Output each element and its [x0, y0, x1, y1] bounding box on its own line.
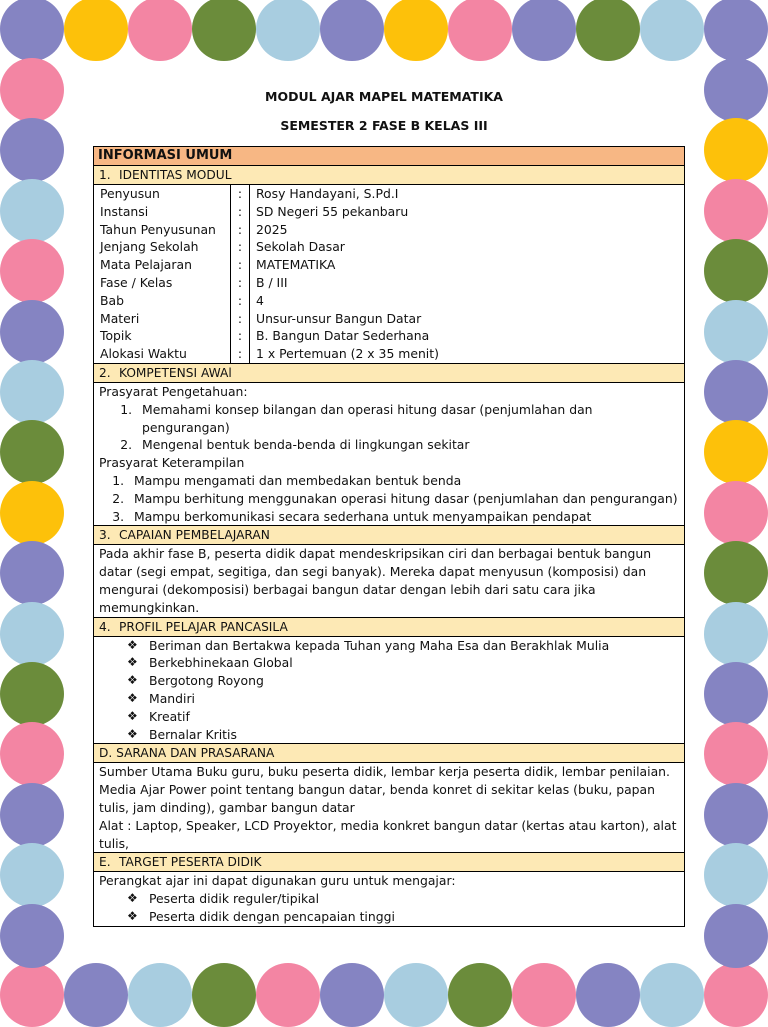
target-item-text: Peserta didik reguler/tipikal: [149, 891, 320, 907]
identitas-colon: :: [231, 221, 250, 239]
identitas-row: [99, 221, 684, 239]
sarana-line: Sumber Utama Buku guru, buku peserta didik, lembar kerja peserta didik, lembar penilaian.: [99, 764, 670, 780]
decorative-dot: [64, 963, 128, 1027]
keterampilan-item: 3. Mampu berkomunikasi secara sederhana untuk menyampaikan pendapat: [128, 508, 679, 526]
decorative-dot: [256, 963, 320, 1027]
section-number: 4.: [99, 619, 111, 634]
decorative-dot: [192, 0, 256, 61]
identitas-colon: :: [231, 292, 250, 310]
decorative-dot: [0, 541, 64, 605]
kompetensi-body: [94, 383, 684, 526]
identitas-label: Bab: [100, 292, 124, 308]
identitas-value: B / III: [256, 274, 288, 290]
decorative-dot: [0, 963, 64, 1027]
profil-item-text: Bergotong Royong: [149, 673, 264, 689]
identitas-label: Tahun Penyusunan: [100, 221, 216, 237]
keterampilan-list: [99, 472, 679, 525]
profil-item: [127, 637, 679, 655]
identitas-value: 2025: [256, 221, 288, 237]
prasyarat-keterampilan-label: Prasyarat Keterampilan: [99, 455, 245, 471]
identitas-colon: :: [231, 274, 250, 292]
profil-item: [127, 672, 679, 690]
identitas-value: MATEMATIKA: [256, 257, 336, 273]
profil-item-text: Mandiri: [149, 690, 195, 706]
identitas-label: Alokasi Waktu: [100, 346, 187, 362]
decorative-dot: [320, 963, 384, 1027]
sarana-body: [94, 763, 684, 853]
target-list: [99, 890, 679, 926]
section-number: E.: [99, 855, 111, 870]
decorative-dot: [0, 300, 64, 364]
profil-item: [127, 726, 679, 744]
decorative-dot: [0, 0, 64, 61]
decorative-dot: [704, 602, 768, 666]
diamond-bullet-icon: ❖: [127, 891, 138, 906]
target-intro: Perangkat ajar ini dapat digunakan guru untuk mengajar:: [99, 873, 456, 889]
diamond-bullet-icon: ❖: [127, 655, 138, 670]
decorative-dot: [0, 481, 64, 545]
decorative-dot: [0, 843, 64, 907]
profil-item: [127, 708, 679, 726]
decorative-dot: [704, 783, 768, 847]
profil-list: [99, 637, 679, 744]
decorative-dot: [704, 481, 768, 545]
section-header-informasi-umum: INFORMASI UMUM: [94, 147, 684, 166]
identitas-colon: :: [231, 203, 250, 221]
decorative-dot: [704, 904, 768, 968]
diamond-bullet-icon: ❖: [127, 673, 138, 688]
decorative-dot: [704, 722, 768, 786]
section-title: IDENTITAS MODUL: [119, 168, 232, 182]
identitas-row: [99, 292, 684, 310]
pengetahuan-item: 1. Memahami konsep bilangan dan operasi hitung dasar (penjumlahan dan pengurangan): [136, 401, 679, 437]
profil-item-text: Kreatif: [149, 708, 190, 724]
identitas-colon: :: [231, 345, 250, 363]
section-number: 1.: [99, 168, 111, 182]
decorative-dot: [704, 541, 768, 605]
target-item: [127, 908, 679, 926]
decorative-dot: [640, 963, 704, 1027]
sarana-line: Alat : Laptop, Speaker, LCD Proyektor, media konkret bangun datar (kertas atau karton), alat tulis,: [99, 817, 677, 851]
decorative-dot: [704, 300, 768, 364]
identitas-label: Mata Pelajaran: [100, 257, 192, 273]
decorative-dot: [320, 0, 384, 61]
profil-item-text: Berkebhinekaan Global: [149, 655, 293, 671]
section-identitas-modul: [94, 166, 684, 185]
decorative-dot: [0, 420, 64, 484]
section-title: D. SARANA DAN PRASARANA: [99, 746, 275, 761]
sarana-line: Media Ajar Power point tentang bangun datar, benda konret di sekitar kelas (buku, papan tulis, jam dinding), gambar bangun datar: [99, 782, 655, 815]
section-profil-pelajar-pancasila: [94, 618, 684, 637]
target-item: [127, 890, 679, 908]
section-sarana-prasarana: [94, 744, 684, 763]
identitas-table: [99, 185, 684, 363]
decorative-dot: [0, 360, 64, 424]
profil-item: [127, 654, 679, 672]
identitas-value: SD Negeri 55 pekanbaru: [256, 203, 409, 219]
decorative-dot: [256, 0, 320, 61]
identitas-row: [99, 310, 684, 328]
section-number: 3.: [99, 528, 111, 543]
document-title: MODUL AJAR MAPEL MATEMATIKA: [265, 89, 503, 104]
identitas-value: 1 x Pertemuan (2 x 35 menit): [256, 346, 439, 362]
keterampilan-item: 2. Mampu berhitung menggunakan operasi hitung dasar (penjumlahan dan pengurangan): [128, 490, 679, 508]
diamond-bullet-icon: ❖: [127, 726, 138, 741]
pengetahuan-item: 2. Mengenal bentuk benda-benda di lingkungan sekitar: [136, 436, 679, 454]
decorative-dot: [704, 179, 768, 243]
identitas-row: [99, 238, 684, 256]
identitas-value: Unsur-unsur Bangun Datar: [256, 310, 422, 326]
decorative-dot: [384, 0, 448, 61]
identitas-value: Rosy Handayani, S.Pd.I: [256, 186, 399, 201]
profil-item: [127, 690, 679, 708]
section-title: PROFIL PELAJAR PANCASILA: [119, 619, 288, 634]
section-target-peserta-didik: [94, 853, 684, 872]
decorative-dot: [0, 904, 64, 968]
decorative-dot: [0, 239, 64, 303]
section-title: CAPAIAN PEMBELAJARAN: [119, 528, 270, 543]
diamond-bullet-icon: ❖: [127, 908, 138, 923]
decorative-dot: [640, 0, 704, 61]
target-item-text: Peserta didik dengan pencapaian tinggi: [149, 908, 395, 924]
decorative-dot: [704, 963, 768, 1027]
profil-body: [94, 637, 684, 745]
capaian-text: Pada akhir fase B, peserta didik dapat mendeskripsikan ciri dan berbagai bentuk bangun datar (segi empat, segitiga, dan segi banyak). Mereka dapat menyusun (komposisi) dan mengurai (dekomposisi) berbagai bangun datar dengan lebih dari satu cara jika memungkinkan.: [94, 545, 684, 617]
decorative-dot: [512, 963, 576, 1027]
identitas-colon: :: [231, 256, 250, 274]
section-kompetensi-awal: [94, 364, 684, 383]
identitas-row: [99, 256, 684, 274]
decorative-dot: [0, 662, 64, 726]
section-capaian-pembelajaran: [94, 526, 684, 545]
module-table: [93, 146, 685, 927]
identitas-value: Sekolah Dasar: [256, 239, 345, 255]
decorative-dot: [704, 360, 768, 424]
decorative-dot: [384, 963, 448, 1027]
section-title: TARGET PESERTA DIDIK: [119, 855, 262, 870]
decorative-dot: [512, 0, 576, 61]
decorative-dot: [704, 0, 768, 61]
identitas-value: 4: [256, 292, 264, 308]
identitas-row: [99, 327, 684, 345]
identitas-label: Penyusun: [100, 186, 160, 201]
section-number: 2.: [99, 365, 111, 380]
identitas-colon: :: [231, 310, 250, 328]
prasyarat-pengetahuan-label: Prasyarat Pengetahuan:: [99, 383, 248, 399]
decorative-dot: [0, 783, 64, 847]
identitas-row: [99, 274, 684, 292]
identitas-row: [99, 345, 684, 363]
decorative-dot: [704, 420, 768, 484]
identitas-label: Topik: [100, 328, 132, 344]
identitas-colon: :: [231, 327, 250, 345]
decorative-dot: [704, 662, 768, 726]
pengetahuan-list: [99, 401, 679, 454]
decorative-dot: [0, 179, 64, 243]
diamond-bullet-icon: ❖: [127, 708, 138, 723]
decorative-dot: [448, 0, 512, 61]
decorative-dot: [128, 0, 192, 61]
identitas-label: Jenjang Sekolah: [100, 239, 199, 255]
identitas-row: [99, 185, 684, 203]
decorative-dot: [64, 0, 128, 61]
decorative-dot: [192, 963, 256, 1027]
diamond-bullet-icon: ❖: [127, 637, 138, 652]
identitas-label: Materi: [100, 310, 140, 326]
identitas-value: B. Bangun Datar Sederhana: [256, 328, 430, 344]
decorative-dot: [448, 963, 512, 1027]
identitas-body: [94, 185, 684, 364]
diamond-bullet-icon: ❖: [127, 690, 138, 705]
decorative-dot: [0, 722, 64, 786]
identitas-label: Fase / Kelas: [100, 274, 173, 290]
section-title: KOMPETENSI AWAl: [119, 365, 232, 380]
decorative-dot: [704, 239, 768, 303]
decorative-dot: [576, 963, 640, 1027]
decorative-dot: [0, 602, 64, 666]
identitas-label: Instansi: [100, 203, 149, 219]
identitas-colon: :: [231, 238, 250, 256]
decorative-dot: [704, 843, 768, 907]
profil-item-text: Beriman dan Bertakwa kepada Tuhan yang Maha Esa dan Berakhlak Mulia: [149, 637, 610, 653]
keterampilan-item: 1. Mampu mengamati dan membedakan bentuk benda: [128, 472, 679, 490]
target-body: [94, 872, 684, 925]
identitas-row: [99, 203, 684, 221]
document-subtitle: SEMESTER 2 FASE B KELAS III: [280, 118, 488, 133]
identitas-colon: :: [231, 185, 250, 203]
profil-item-text: Bernalar Kritis: [149, 726, 237, 742]
decorative-dot: [128, 963, 192, 1027]
decorative-dot: [576, 0, 640, 61]
